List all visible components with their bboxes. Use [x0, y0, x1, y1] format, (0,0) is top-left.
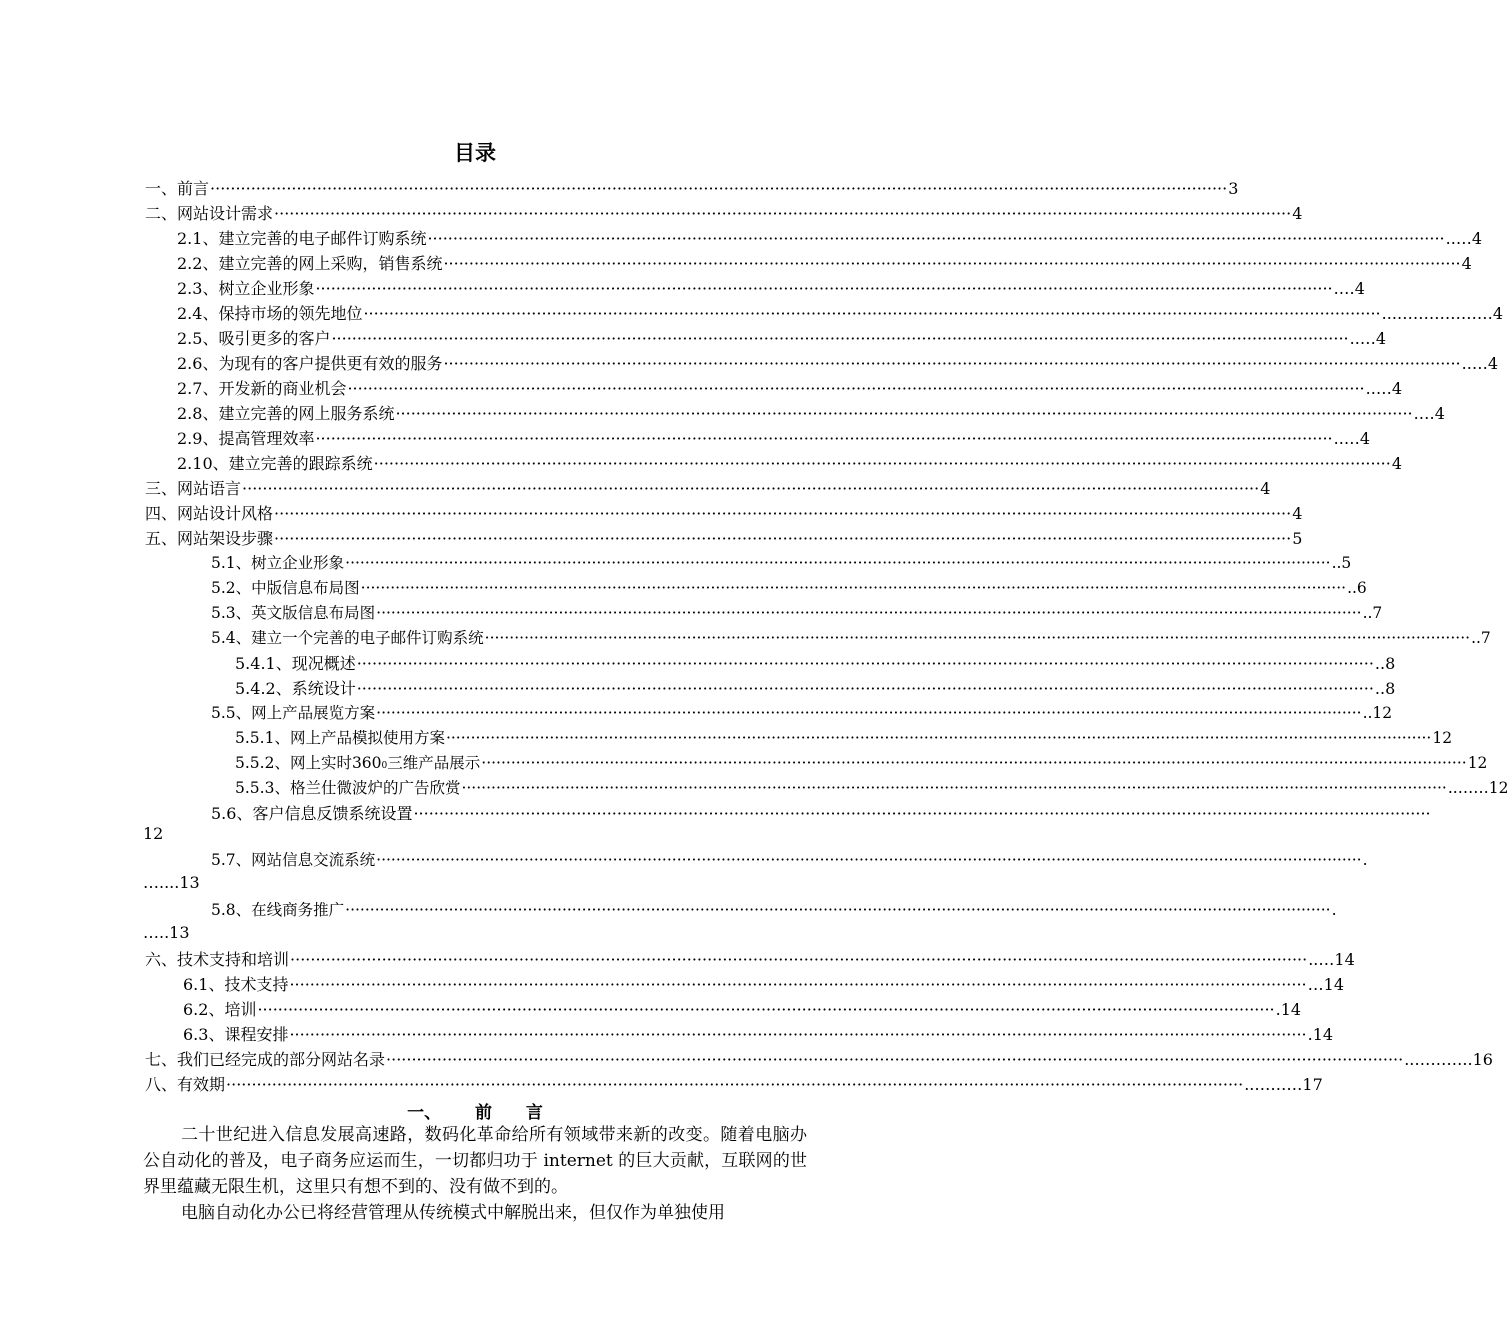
toc-entry[interactable] [183, 997, 1302, 1021]
toc-entry[interactable] [211, 701, 1393, 725]
toc-page-number: 4 [1292, 504, 1303, 523]
toc-dot-leader: ········································································································································································································ [484, 629, 1471, 647]
toc-entry-title: 5.5.3、格兰仕微波炉的广告欣赏 [235, 779, 461, 797]
toc-page-number: ..7 [1471, 629, 1491, 647]
toc-dot-leader: ········································································································································································································ [274, 204, 1292, 223]
toc-entry[interactable] [177, 251, 1472, 275]
toc-entry[interactable] [145, 501, 1303, 525]
toc-entry-number: 二、 [145, 204, 178, 223]
toc-page-number: ..6 [1347, 579, 1367, 597]
toc-entry-number: 八、 [145, 1075, 178, 1094]
toc-dot-leader: ········································································································································································································ [461, 779, 1447, 797]
toc-entry[interactable] [145, 176, 1239, 200]
toc-page-number: ..………17 [1244, 1075, 1323, 1094]
toc-entry-title: 5.5.2、网上实时360 [235, 754, 382, 772]
toc-entry-number: 四、 [145, 504, 178, 523]
toc-dot-leader: ········································································································································································································ [373, 454, 1391, 473]
toc-dot-leader: ········································································································································································································ [274, 529, 1292, 548]
toc-dot-leader: ········································································································································································································ [356, 654, 1374, 673]
toc-entry-title: 2.4、保持市场的领先地位 [177, 304, 363, 323]
toc-dot-leader: ········································································································································································································ [413, 804, 1431, 823]
toc-dot-leader: ········································································································································································································ [376, 704, 1362, 722]
toc-page-number: …14 [1307, 975, 1344, 994]
toc-dot-leader: ········································································································································································································ [363, 304, 1381, 323]
toc-entry-title: 5.5.1、网上产品模拟使用方案 [235, 729, 445, 747]
toc-dot-leader: ········································································································································································································ [210, 179, 1228, 198]
toc-entry-title: 2.9、提高管理效率 [177, 429, 315, 448]
toc-entry-title: 2.10、建立完善的跟踪系统 [177, 454, 373, 473]
toc-entry-title: 5.2、中版信息布局图 [211, 579, 360, 597]
toc-entry[interactable] [235, 776, 1508, 800]
toc-page-number: 4 [1260, 479, 1271, 498]
body-paragraph-1: 二十世纪进入信息发展高速路，数码化革命给所有领域带来新的改变。随着电脑办公自动化的普及，电子商务应运而生，一切都归功于 internet 的巨大贡献，互联网的世界里蕴藏无限生机，这里只有想不到的、没有做不到的。 [143, 1125, 807, 1197]
toc-entry[interactable] [145, 1072, 1323, 1096]
toc-page-number: 5 [1292, 529, 1303, 548]
toc-entry-number: 七、 [145, 1050, 178, 1069]
toc-entry-title: 有效期 [177, 1075, 226, 1094]
section-heading: 一、 前 言 [407, 1103, 543, 1123]
toc-entry-title: 5.4.1、现况概述 [235, 654, 356, 673]
toc-entry-title: 2.1、建立完善的电子邮件订购系统 [177, 229, 427, 248]
toc-dot-leader: ········································································································································································································ [481, 754, 1467, 772]
toc-page-number: 12 [1432, 729, 1453, 747]
body-paragraph-2: 电脑自动化办公已将经营管理从传统模式中解脱出来，但仅作为单独使用 [181, 1203, 725, 1223]
toc-page-number: ...………………4 [1381, 304, 1504, 323]
toc-entry[interactable] [177, 451, 1403, 475]
toc-entry-title: 2.2、建立完善的网上采购，销售系统 [177, 254, 443, 273]
toc-entry-number: 三、 [145, 479, 178, 498]
toc-dot-leader: ········································································································································································································ [345, 554, 1331, 572]
toc-entry[interactable] [177, 426, 1370, 450]
toc-entry-title: 5.5、网上产品展览方案 [211, 704, 376, 722]
toc-page-number: 4 [1391, 454, 1403, 473]
toc-entry-title: 2.5、吸引更多的客户 [177, 329, 331, 348]
toc-entry[interactable] [177, 326, 1386, 350]
toc-entry-number: 五、 [145, 529, 178, 548]
toc-entry-title: 前言 [177, 179, 210, 198]
toc-dot-leader: ········································································································································································································ [376, 851, 1362, 869]
toc-entry-title: 6.2、培训 [183, 1000, 257, 1019]
toc-dot-leader: ········································································································································································································ [242, 479, 1260, 498]
toc-entry[interactable] [145, 947, 1355, 971]
toc-dot-leader: ········································································································································································································ [274, 504, 1292, 523]
toc-dot-leader: ········································································································································································································ [443, 254, 1461, 273]
toc-dot-leader: ········································································································································································································ [347, 379, 1365, 398]
toc-entry[interactable] [177, 401, 1445, 425]
toc-page-number: ..5 [1331, 554, 1352, 572]
toc-entry[interactable] [145, 476, 1271, 500]
toc-page-number: .…4 [1413, 404, 1445, 423]
toc-entry-superscript: 0 [381, 761, 388, 771]
toc-entry-title: 网站语言 [177, 479, 242, 498]
toc-entry-title: 网站设计需求 [177, 204, 274, 223]
toc-page-number-wrapped: 12 [143, 824, 164, 843]
toc-page-number: ..12 [1362, 704, 1393, 722]
toc-dot-leader: ········································································································································································································ [427, 229, 1445, 248]
toc-entry-title: 5.4、建立一个完善的电子邮件订购系统 [211, 629, 484, 647]
toc-dot-leader: ········································································································································································································ [356, 679, 1374, 698]
toc-entry-title-continued: 三维产品展示 [387, 754, 481, 772]
toc-page-number: ..………..16 [1404, 1050, 1493, 1069]
toc-page-number: ..8 [1374, 679, 1396, 698]
toc-page-number: ..……12 [1447, 779, 1508, 797]
toc-page-number: ..7 [1362, 604, 1383, 622]
toc-entry-title: 2.7、开发新的商业机会 [177, 379, 347, 398]
toc-entry-title: 5.8、在线商务推广 [211, 901, 345, 919]
toc-dot-leader: ········································································································································································································ [376, 604, 1362, 622]
toc-dot-leader: ········································································································································································································ [331, 329, 1349, 348]
toc-entry-title: 2.3、树立企业形象 [177, 279, 315, 298]
toc-dot-leader: ········································································································································································································ [386, 1050, 1404, 1069]
toc-page-number: 4 [1292, 204, 1303, 223]
toc-entry-title: 5.7、网站信息交流系统 [211, 851, 376, 869]
toc-page-number: . [1362, 851, 1368, 869]
toc-entry[interactable] [235, 726, 1453, 750]
toc-entry[interactable] [145, 201, 1303, 225]
toc-entry-title: 5.3、英文版信息布局图 [211, 604, 376, 622]
toc-entry-number: 一、 [145, 179, 178, 198]
toc-page-number: 12 [1467, 754, 1488, 772]
toc-entry[interactable] [183, 972, 1344, 996]
toc-page-number: .…4 [1333, 279, 1365, 298]
toc-entry-title: 技术支持和培训 [177, 950, 290, 969]
toc-entry[interactable] [177, 226, 1482, 250]
toc-entry[interactable] [235, 751, 1488, 775]
toc-entry-title: 5.6、客户信息反馈系统设置 [211, 804, 413, 823]
toc-page-number: . [1331, 901, 1337, 919]
toc-entry-title: 2.6、为现有的客户提供更有效的服务 [177, 354, 443, 373]
toc-page-number: ..…4 [1445, 229, 1482, 248]
toc-dot-leader: ········································································································································································································ [345, 901, 1331, 919]
toc-entry[interactable] [211, 626, 1491, 650]
toc-dot-leader: ········································································································································································································ [443, 354, 1461, 373]
toc-entry-title: 5.4.2、系统设计 [235, 679, 356, 698]
toc-entry[interactable] [183, 1022, 1334, 1046]
toc-entry[interactable] [211, 801, 1431, 825]
toc-dot-leader: ········································································································································································································ [289, 1025, 1307, 1044]
toc-entry[interactable] [177, 301, 1504, 325]
toc-entry[interactable] [177, 276, 1365, 300]
toc-entry[interactable] [211, 848, 1368, 872]
toc-entry-title: 网站设计风格 [177, 504, 274, 523]
toc-entry-title: 6.1、技术支持 [183, 975, 289, 994]
toc-page-number: ..…4 [1365, 379, 1402, 398]
toc-entry[interactable] [235, 676, 1396, 700]
toc-page-number: .14 [1307, 1025, 1334, 1044]
toc-page-number-wrapped: …..13 [143, 923, 190, 942]
toc-dot-leader: ········································································································································································································ [315, 429, 1333, 448]
toc-dot-leader: ········································································································································································································ [290, 950, 1308, 969]
toc-entry-title: 2.8、建立完善的网上服务系统 [177, 404, 395, 423]
toc-dot-leader: ········································································································································································································ [257, 1000, 1275, 1019]
toc-entry[interactable] [211, 576, 1367, 600]
toc-entry-title: 我们已经完成的部分网站名录 [177, 1050, 386, 1069]
toc-dot-leader: ········································································································································································································ [226, 1075, 1244, 1094]
toc-page-number: ..…14 [1308, 950, 1355, 969]
toc-page-number: ..…4 [1333, 429, 1370, 448]
toc-entry[interactable] [177, 376, 1402, 400]
toc-dot-leader: ········································································································································································································ [289, 975, 1307, 994]
toc-dot-leader: ········································································································································································································ [445, 729, 1432, 747]
toc-dot-leader: ········································································································································································································ [315, 279, 1333, 298]
toc-entry[interactable] [211, 601, 1383, 625]
toc-page-number: 4 [1461, 254, 1472, 273]
toc-entry-title: 5.1、树立企业形象 [211, 554, 345, 572]
toc-dot-leader: ········································································································································································································ [395, 404, 1413, 423]
toc-entry[interactable] [177, 351, 1498, 375]
toc-page-number: ..8 [1374, 654, 1396, 673]
toc-entry[interactable] [235, 651, 1396, 675]
toc-title: 目录 [454, 140, 496, 165]
toc-entry-title: 网站架设步骤 [177, 529, 274, 548]
toc-page-number-wrapped: …....13 [143, 873, 200, 892]
toc-page-number: ..…4 [1349, 329, 1386, 348]
toc-page-number: .14 [1275, 1000, 1302, 1019]
toc-entry[interactable] [145, 1047, 1493, 1071]
toc-entry[interactable] [145, 526, 1303, 550]
toc-dot-leader: ········································································································································································································ [360, 579, 1347, 597]
toc-entry[interactable] [211, 898, 1337, 922]
toc-page-number: ..…4 [1461, 354, 1498, 373]
toc-entry-title: 6.3、课程安排 [183, 1025, 289, 1044]
toc-entry-number: 六、 [145, 950, 178, 969]
toc-entry[interactable] [211, 551, 1352, 575]
toc-page-number: 3 [1228, 179, 1239, 198]
